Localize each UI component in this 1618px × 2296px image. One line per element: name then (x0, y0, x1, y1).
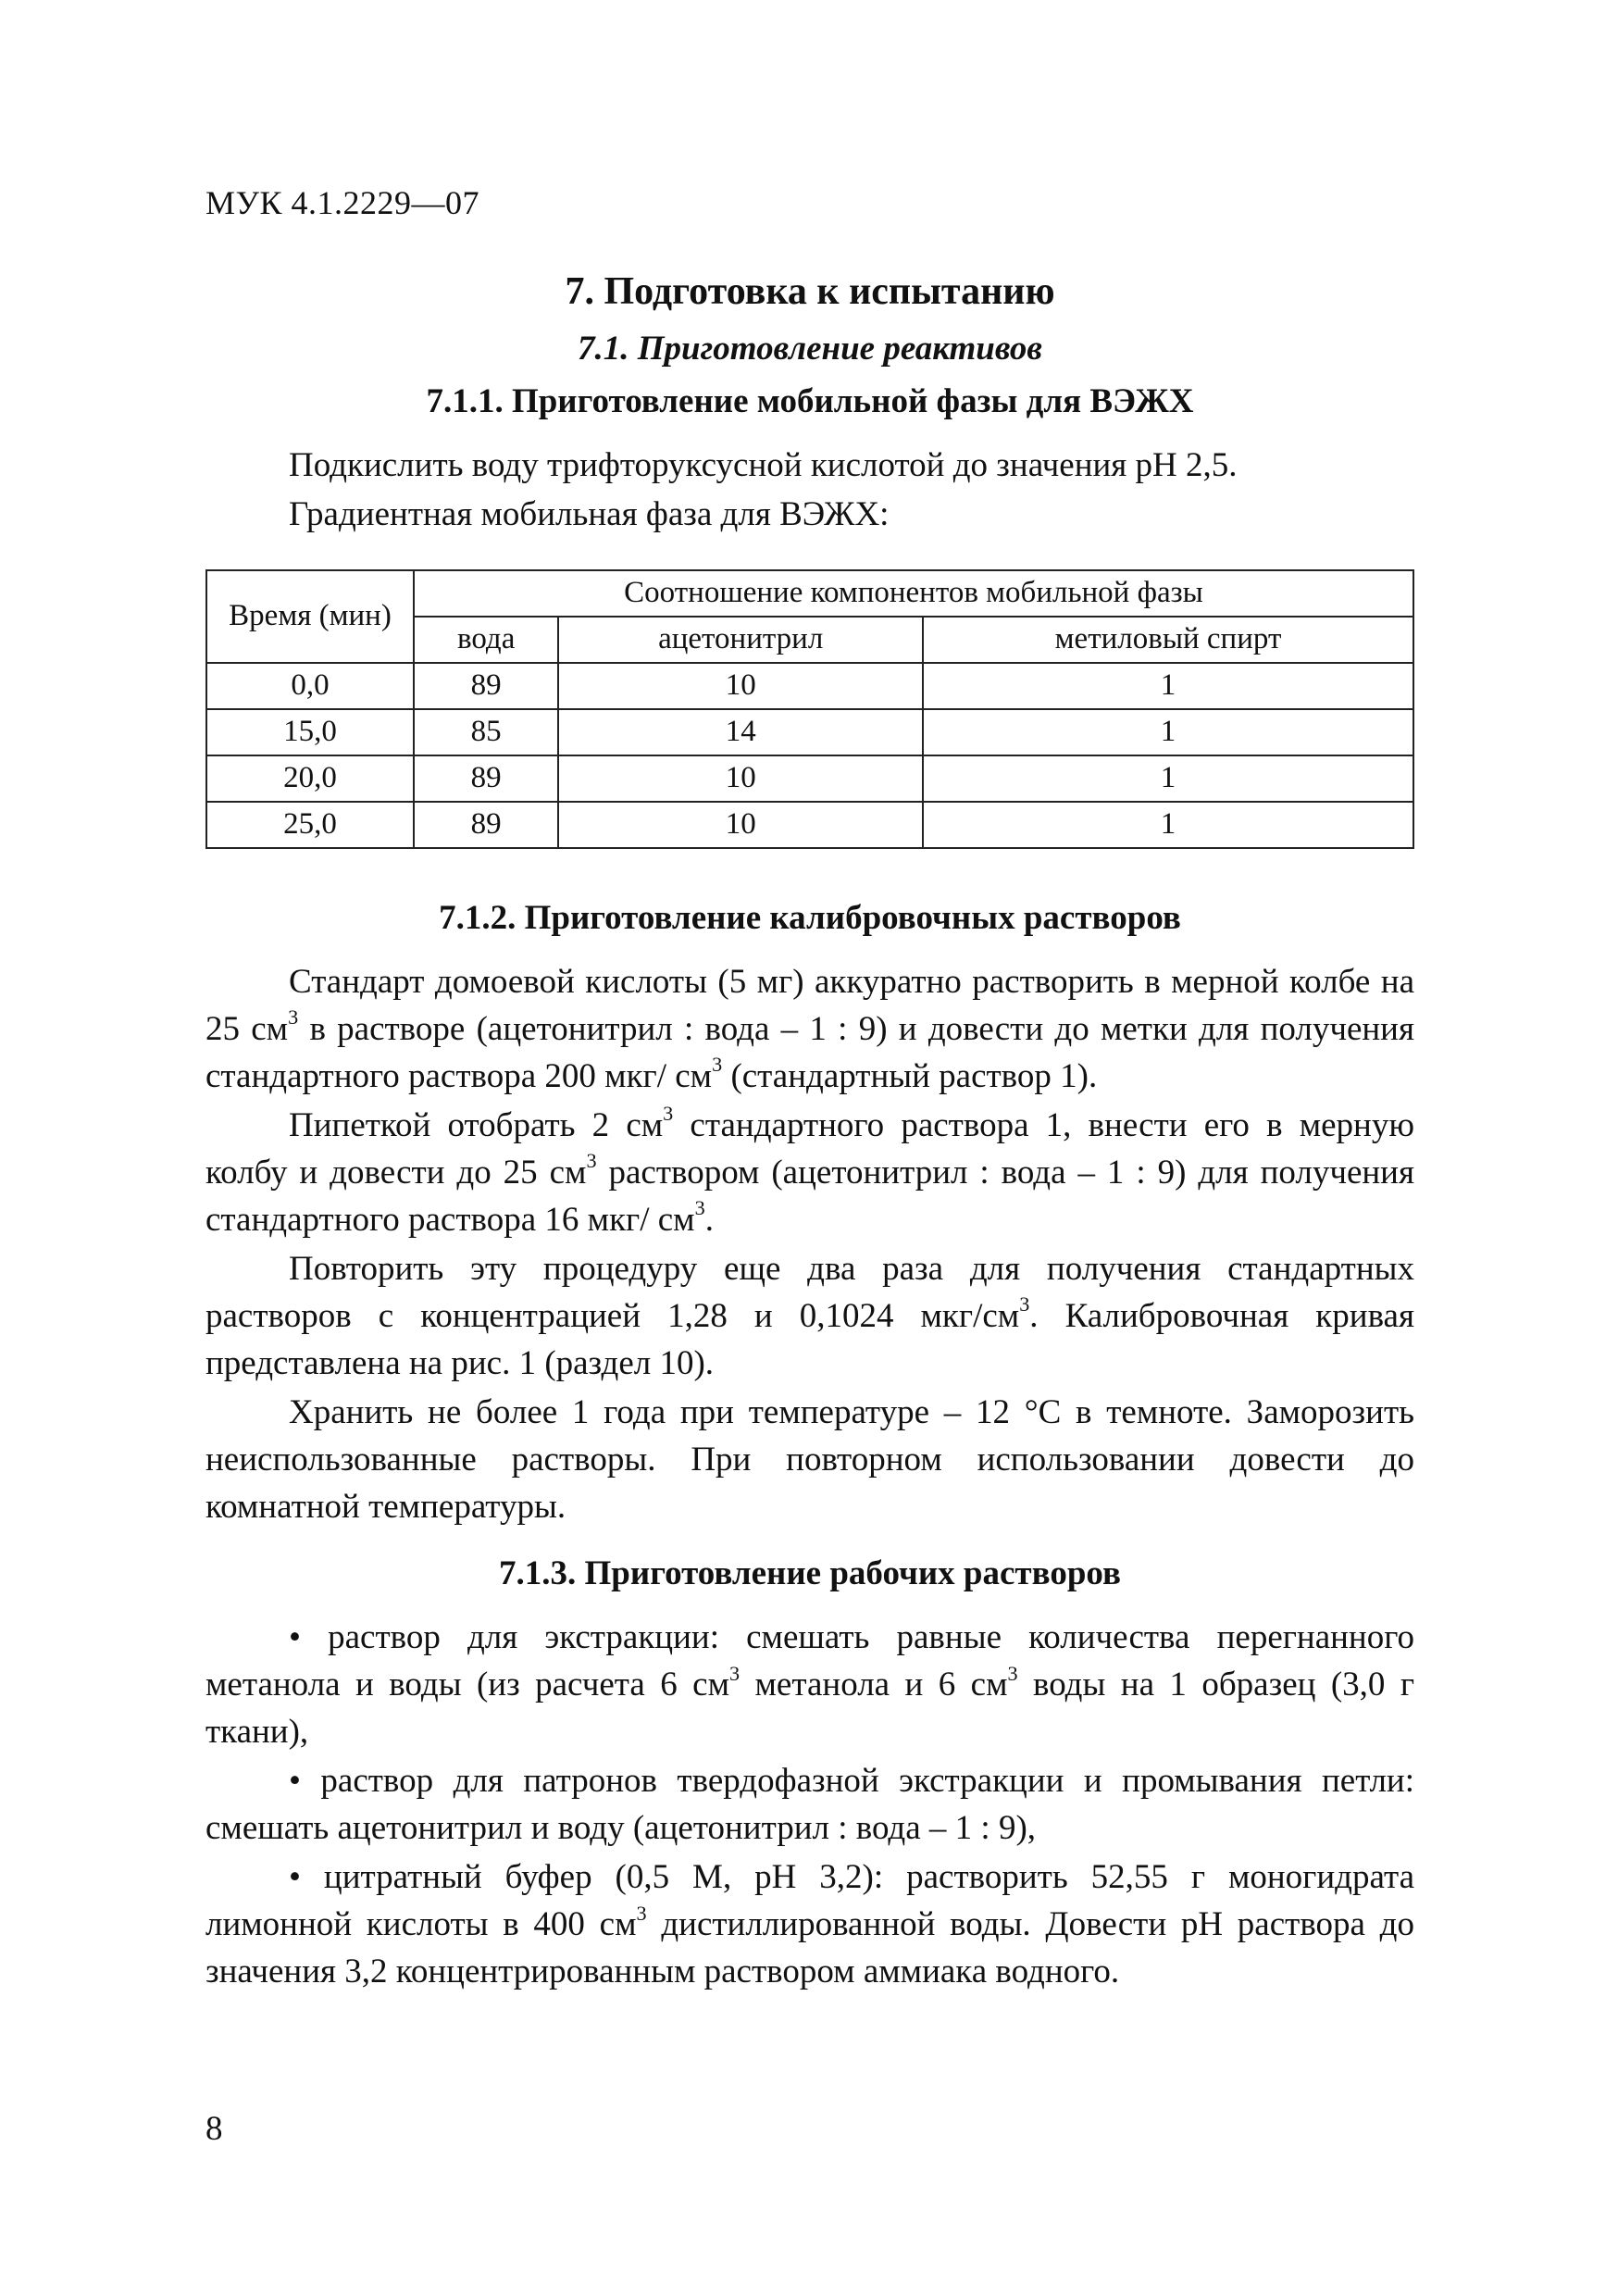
paragraph-standard-stock: Стандарт домоевой кислоты (5 мг) аккуратно растворить в мерной колбе на 25 $см^3$ в растворе (ацетонитрил : вода – 1 : 9) и довести до метки для получения стандартного раствора 200 мкг/ $см^3$ (стандартный раствор 1). (205, 963, 1414, 1096)
list-item-cartridge-solution: • раствор для патронов твердофазной экстракции и промывания петли: смешать ацетонитрил и воду (ацетонитрил : вода – 1 : 9), (205, 1762, 1414, 1848)
table-row (206, 755, 1413, 802)
document-code: МУК 4.1.2229—07 (205, 184, 480, 221)
table-header-row (206, 570, 1413, 617)
table-cell: 89 (414, 802, 558, 848)
table-row (206, 802, 1413, 848)
table-cell: 1 (923, 709, 1413, 755)
table-cell: 1 (923, 802, 1413, 848)
paragraph-repeat-procedure: Повторить эту процедуру еще два раза для получения стандартных растворов с концентрацией 1,28 и 0,1024 мкг/$см^3$. Калибровочная кривая представлена на рис. 1 (раздел 10). (205, 1250, 1414, 1383)
table-row (206, 709, 1413, 755)
table-cell: 1 (923, 663, 1413, 709)
section-title: 7. Подготовка к испытанию (565, 270, 1055, 313)
paragraph-dilution: Пипеткой отобрать 2 $см^3$ стандартного раствора 1, внести его в мерную колбу и довести до 25 $см^3$ раствором (ацетонитрил : вода – 1 : 9) для получения стандартного раствора 16 мкг/ $см^3$. (205, 1102, 1414, 1240)
table-cell: 20,0 (206, 755, 414, 802)
table-cell: 89 (414, 663, 558, 709)
paragraph-storage: Хранить не более 1 года при температуре – 12 °С в темноте. Заморозить неиспользованные растворы. При повторном использовании довести до комнатной температуры. (205, 1393, 1414, 1527)
table-cell: 89 (414, 755, 558, 802)
table-row (206, 663, 1413, 709)
methanol-column-header: метиловый спирт (923, 617, 1413, 663)
table-cell: 1 (923, 755, 1413, 802)
time-column-header: Время (мин) (206, 570, 414, 663)
subsection-713-title: 7.1.3. Приготовление рабочих растворов (499, 1554, 1121, 1593)
water-column-header: вода (414, 617, 558, 663)
table-cell: 0,0 (206, 663, 414, 709)
list-item-citrate-buffer: • цитратный буфер (0,5 М, pH 3,2): растворить 52,55 г моногидрата лимонной кислоты в 400 $см^3$ дистиллированной воды. Довести pH раствора до значения 3,2 концентрированным раствором аммиака водного. (205, 1858, 1415, 1991)
table-cell: 15,0 (206, 709, 414, 755)
table-cell: 14 (558, 709, 923, 755)
table-cell: 85 (414, 709, 558, 755)
table-cell: 10 (558, 663, 923, 709)
paragraph-acidify: Подкислить воду трифторуксусной кислотой до значения pH 2,5. (289, 445, 1238, 484)
page-number: 8 (205, 2110, 223, 2148)
table-cell: 25,0 (206, 802, 414, 848)
paragraph-gradient-intro: Градиентная мобильная фаза для ВЭЖХ: (289, 494, 890, 533)
subsection-711-title: 7.1.1. Приготовление мобильной фазы для ВЭЖХ (426, 381, 1194, 420)
table-cell: 10 (558, 755, 923, 802)
ratio-group-header: Соотношение компонентов мобильной фазы (414, 570, 1413, 617)
acetonitrile-column-header: ацетонитрил (558, 617, 923, 663)
table-cell: 10 (558, 802, 923, 848)
subsection-712-title: 7.1.2. Приготовление калибровочных растворов (439, 898, 1181, 937)
list-item-extraction-solution: • раствор для экстракции: смешать равные количества перегнанного метанола и воды (из расчета 6 $см^3$ метанола и 6 $см^3$ воды на 1 образец (3,0 г ткани), (205, 1618, 1415, 1752)
page-content (205, 268, 1414, 1995)
mobile-phase-table (205, 569, 1414, 849)
subsection-title: 7.1. Приготовление реактивов (578, 330, 1042, 368)
